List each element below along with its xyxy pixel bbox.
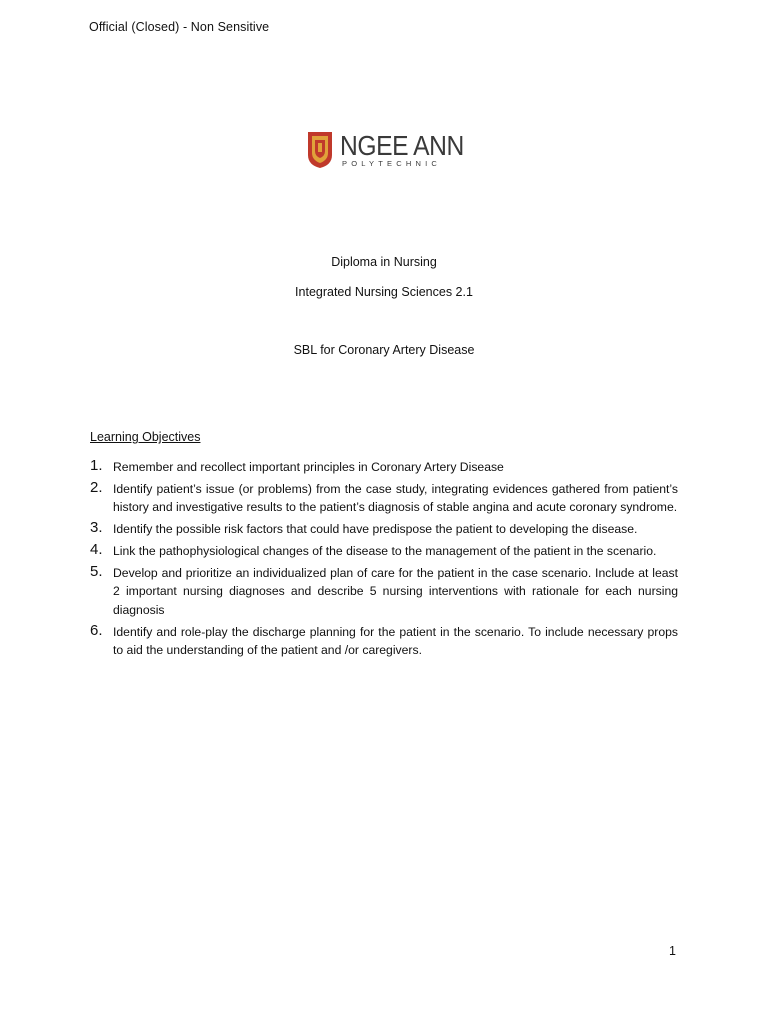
list-item-text: Identify and role-play the discharge planning for the patient in the scenario. To include necessary props to aid the understanding of the patient and /or caregivers.	[113, 624, 678, 658]
list-item	[90, 458, 678, 477]
list-item-number: 1.	[90, 457, 103, 474]
list-item-number: 3.	[90, 519, 103, 537]
logo-wordmark: NGEE ANN	[340, 130, 464, 161]
list-item-number: 2.	[90, 478, 103, 496]
list-item	[90, 623, 678, 660]
ngee-ann-crest-icon	[307, 131, 333, 169]
list-item-text: Link the pathophysiological changes of the disease to the management of the patient in the scenario.	[113, 543, 657, 558]
list-item-text: Remember and recollect important principles in Coronary Artery Disease	[113, 460, 504, 474]
list-item	[90, 480, 678, 517]
diploma-title: Diploma in Nursing	[331, 255, 437, 269]
list-item-number: 5.	[90, 562, 103, 580]
list-item-text: Identify patient’s issue (or problems) from the case study, integrating evidences gathered from patient’s history and investigative results to the patient’s diagnosis of stable angina and acute coronary syndrome.	[113, 481, 678, 515]
logo-subtitle: POLYTECHNIC	[342, 159, 441, 168]
ngee-ann-polytechnic-logo	[307, 130, 467, 172]
learning-objectives-list	[90, 458, 678, 663]
list-item-text: Identify the possible risk factors that could have predispose the patient to developing the disease.	[113, 522, 638, 537]
list-item-text: Develop and prioritize an individualized plan of care for the patient in the case scenario. Include at least 2 important nursing diagnoses and describe 5 nursing interventions with rationale for each nursing diagnosis	[113, 565, 678, 617]
list-item	[90, 564, 678, 620]
list-item	[90, 542, 678, 561]
topic-title: SBL for Coronary Artery Disease	[293, 343, 475, 357]
page-number: 1	[669, 944, 676, 958]
module-title: Integrated Nursing Sciences 2.1	[295, 285, 473, 299]
classification-label: Official (Closed) - Non Sensitive	[89, 20, 270, 34]
list-item-number: 4.	[90, 540, 103, 558]
list-item-number: 6.	[90, 621, 103, 639]
learning-objectives-heading: Learning Objectives	[90, 430, 201, 444]
list-item	[90, 520, 678, 539]
